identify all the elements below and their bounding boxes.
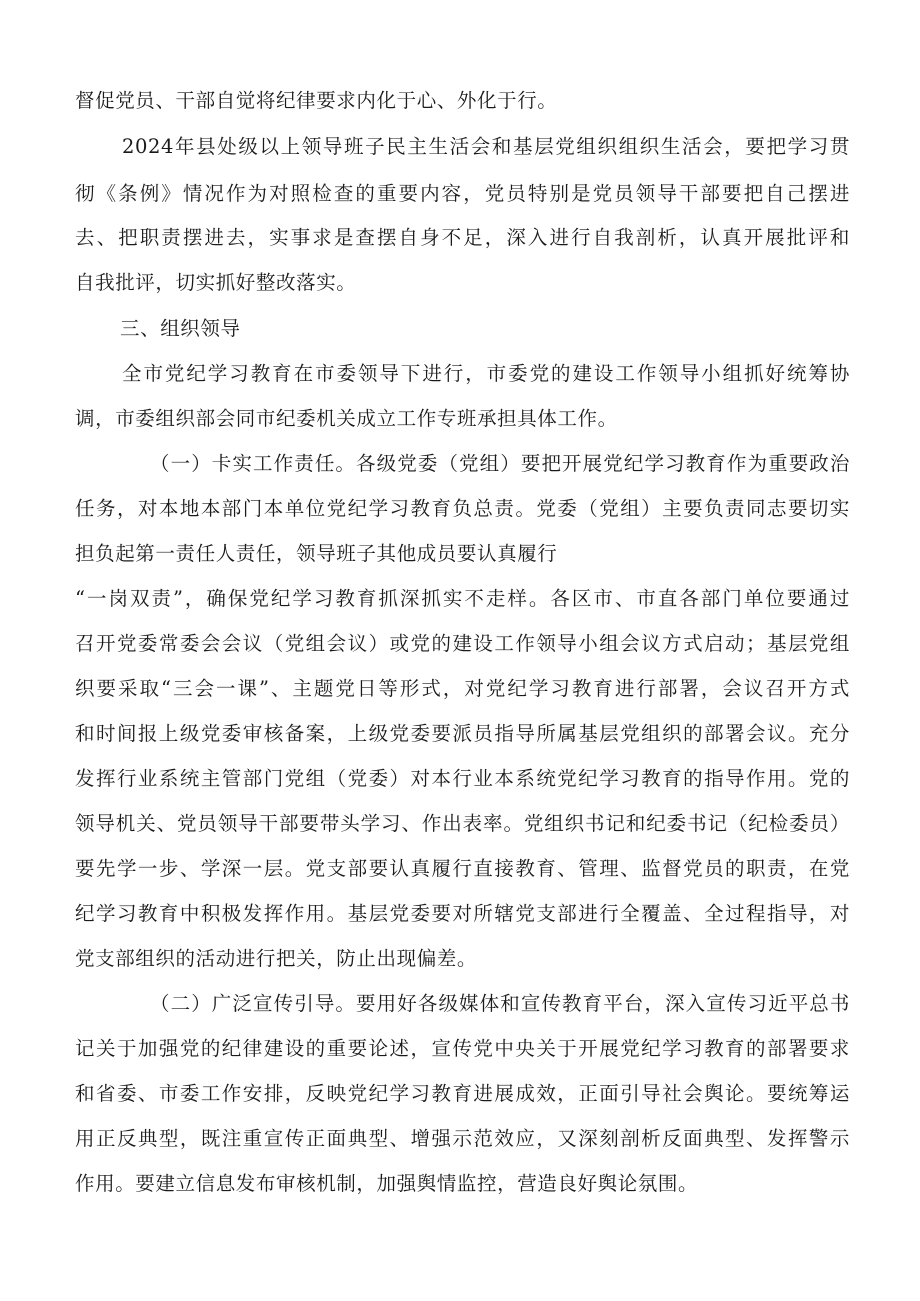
text-line: 2024年县处级以上领导班子民主生活会和基层党组织组织生活会，要把学习贯	[122, 135, 850, 158]
text-line: “一岗双责”，确保党纪学习教育抓深抓实不走样。各区市、市直各部门单位要通过	[75, 587, 850, 610]
text-line: 全市党纪学习教育在市委领导下进行，市委党的建设工作领导小组抓好统筹协	[122, 362, 850, 385]
text-line: 和省委、市委工作安排，反映党纪学习教育进展成效，正面引导社会舆论。要统筹运	[75, 1082, 850, 1105]
text-line: 织要采取“三会一课”、主题党日等形式，对党纪学习教育进行部署，会议召开方式	[75, 677, 850, 700]
text-line: 要先学一步、学深一层。党支部要认真履行直接教育、管理、监督党员的职责，在党	[75, 857, 850, 880]
text-line: 调，市委组织部会同市纪委机关成立工作专班承担具体工作。	[75, 407, 618, 430]
text-line: 召开党委常委会会议（党组会议）或党的建设工作领导小组会议方式启动；基层党组	[75, 632, 850, 655]
text-line: （二）广泛宣传引导。要用好各级媒体和宣传教育平台，深入宣传习近平总书	[150, 992, 850, 1015]
text-line: 领导机关、党员领导干部要带头学习、作出表率。党组织书记和纪委书记（纪检委员）	[75, 812, 850, 835]
text-line: 去、把职责摆进去，实事求是查摆自身不足，深入进行自我剖析，认真开展批评和	[75, 226, 850, 249]
text-line: 担负起第一责任人责任，领导班子其他成员要认真履行	[75, 542, 558, 565]
text-line: （一）卡实工作责任。各级党委（党组）要把开展党纪学习教育作为重要政治	[150, 452, 850, 475]
text-line: 任务，对本地本部门本单位党纪学习教育负总责。党委（党组）主要负责同志要切实	[75, 497, 850, 520]
text-line: 彻《条例》情况作为对照检查的重要内容，党员特别是党员领导干部要把自己摆进	[75, 182, 850, 205]
text-line: 作用。要建立信息发布审核机制，加强舆情监控，营造良好舆论氛围。	[75, 1172, 699, 1195]
text-line: 记关于加强党的纪律建设的重要论述，宣传党中央关于开展党纪学习教育的部署要求	[75, 1037, 850, 1060]
text-line: 自我批评，切实抓好整改落实。	[75, 271, 357, 294]
text-line: 党支部组织的活动进行把关，防止出现偏差。	[75, 947, 478, 970]
text-line: 督促党员、干部自觉将纪律要求内化于心、外化于行。	[75, 89, 558, 112]
text-line: 发挥行业系统主管部门党组（党委）对本行业本系统党纪学习教育的指导作用。党的	[75, 767, 850, 790]
text-line: 和时间报上级党委审核备案，上级党委要派员指导所属基层党组织的部署会议。充分	[75, 722, 850, 745]
section-heading: 三、组织领导	[120, 317, 241, 340]
text-line: 用正反典型，既注重宣传正面典型、增强示范效应，又深刻剖析反面典型、发挥警示	[75, 1127, 850, 1150]
text-line: 纪学习教育中积极发挥作用。基层党委要对所辖党支部进行全覆盖、全过程指导，对	[75, 902, 850, 925]
